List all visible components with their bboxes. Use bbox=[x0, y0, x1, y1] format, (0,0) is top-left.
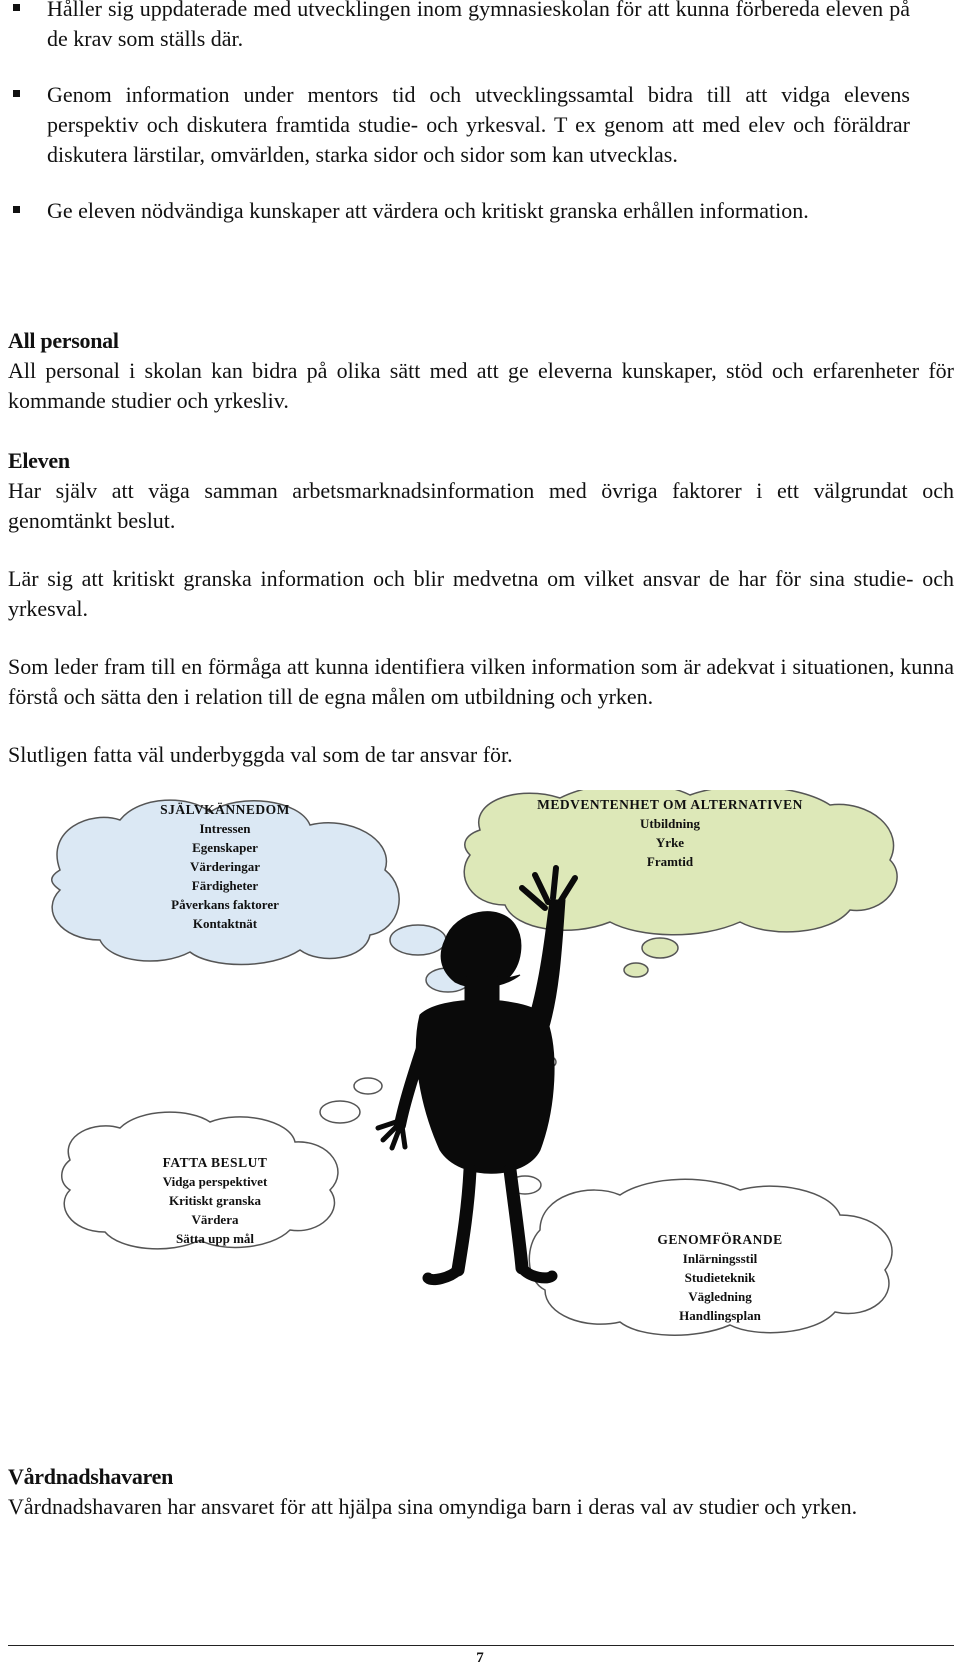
bubble-item: Handlingsplan bbox=[679, 1308, 761, 1323]
paragraph: Vårdnadshavaren har ansvaret för att hjälpa sina omyndiga barn i deras val av studier och yrken. bbox=[8, 1494, 858, 1519]
bullet-text: Håller sig uppdaterade med utvecklingen inom gymnasieskolan för att kunna förbereda eleven på de krav som ställs där. bbox=[47, 0, 910, 51]
list-item bbox=[10, 0, 910, 54]
list-item bbox=[10, 196, 910, 226]
eleven-section bbox=[8, 446, 954, 770]
bubble-item: Vägledning bbox=[688, 1289, 752, 1304]
bubble-item: Framtid bbox=[646, 854, 694, 869]
bubble-item: Vidga perspektivet bbox=[162, 1174, 268, 1189]
bubble-title: FATTA BESLUT bbox=[162, 1155, 268, 1170]
paragraph: Slutligen fatta väl underbyggda val som de tar ansvar för. bbox=[8, 742, 513, 767]
thought-bubbles-illustration bbox=[0, 790, 960, 1420]
bubble-item: Studieteknik bbox=[684, 1270, 756, 1285]
bubble-item: Påverkans faktorer bbox=[171, 897, 279, 912]
list-item bbox=[10, 80, 910, 170]
paragraph: All personal i skolan kan bidra på olika sätt med att ge eleverna kunskaper, stöd och erfarenheter för kommande studier och yrkesliv. bbox=[8, 358, 954, 413]
bubble-item: Sätta upp mål bbox=[175, 1231, 255, 1246]
page-number: 7 bbox=[476, 1650, 484, 1666]
bubble-medvetenhet bbox=[495, 795, 845, 871]
bullet-text: Ge eleven nödvändiga kunskaper att värdera och kritiskt granska erhållen information. bbox=[47, 198, 809, 223]
bubble-item: Värderingar bbox=[189, 859, 261, 874]
section-heading: Eleven bbox=[8, 448, 70, 473]
section-heading: Vårdnadshavaren bbox=[8, 1464, 174, 1489]
paragraph: Lär sig att kritiskt granska information och blir medvetna om vilket ansvar de har för sina studie- och yrkesval. bbox=[8, 566, 954, 621]
bubble-item: Inlärningsstil bbox=[682, 1251, 758, 1266]
bubble-sjalvkannedom bbox=[100, 800, 350, 933]
bubble-item: Kritiskt granska bbox=[168, 1193, 262, 1208]
square-bullet-icon bbox=[13, 90, 20, 97]
paragraph: Som leder fram till en förmåga att kunna identifiera vilken information som är adekvat i situationen, kunna förstå och sätta den i relation till de egna målen om utbildning och yrken. bbox=[8, 654, 954, 709]
bubble-item: Yrke bbox=[655, 835, 685, 850]
bubble-item: Utbildning bbox=[640, 816, 700, 831]
bubble-item: Egenskaper bbox=[192, 840, 258, 855]
bubble-title: SJÄLVKÄNNEDOM bbox=[160, 802, 290, 817]
bubble-title: MEDVENTENHET OM ALTERNATIVEN bbox=[537, 797, 803, 812]
vardnadshavaren-section bbox=[8, 1462, 954, 1522]
section-heading: All personal bbox=[8, 328, 119, 353]
bubble-title: GENOMFÖRANDE bbox=[657, 1232, 783, 1247]
all-personal-section bbox=[8, 326, 954, 416]
bubble-item: Färdigheter bbox=[191, 878, 259, 893]
square-bullet-icon bbox=[13, 4, 20, 11]
footer-divider bbox=[8, 1645, 954, 1646]
bullet-list bbox=[10, 0, 910, 226]
bubble-item: Värdera bbox=[191, 1212, 239, 1227]
bubble-item: Intressen bbox=[199, 821, 251, 836]
square-bullet-icon bbox=[13, 206, 20, 213]
paragraph: Har själv att väga samman arbetsmarknadsinformation med övriga faktorer i ett välgrundat och genomtänkt beslut. bbox=[8, 478, 954, 533]
bubble-item: Kontaktnät bbox=[192, 916, 258, 931]
bullet-text: Genom information under mentors tid och utvecklingssamtal bidra till att vidga elevens perspektiv och diskutera framtida studie- och yrkesval. T ex genom att med elev och föräldrar diskutera lärstilar, omvärlden, starka sidor och sidor som kan utvecklas. bbox=[47, 82, 910, 167]
bubble-fatta-beslut bbox=[105, 1153, 325, 1248]
bubble-genomforande bbox=[610, 1230, 830, 1325]
